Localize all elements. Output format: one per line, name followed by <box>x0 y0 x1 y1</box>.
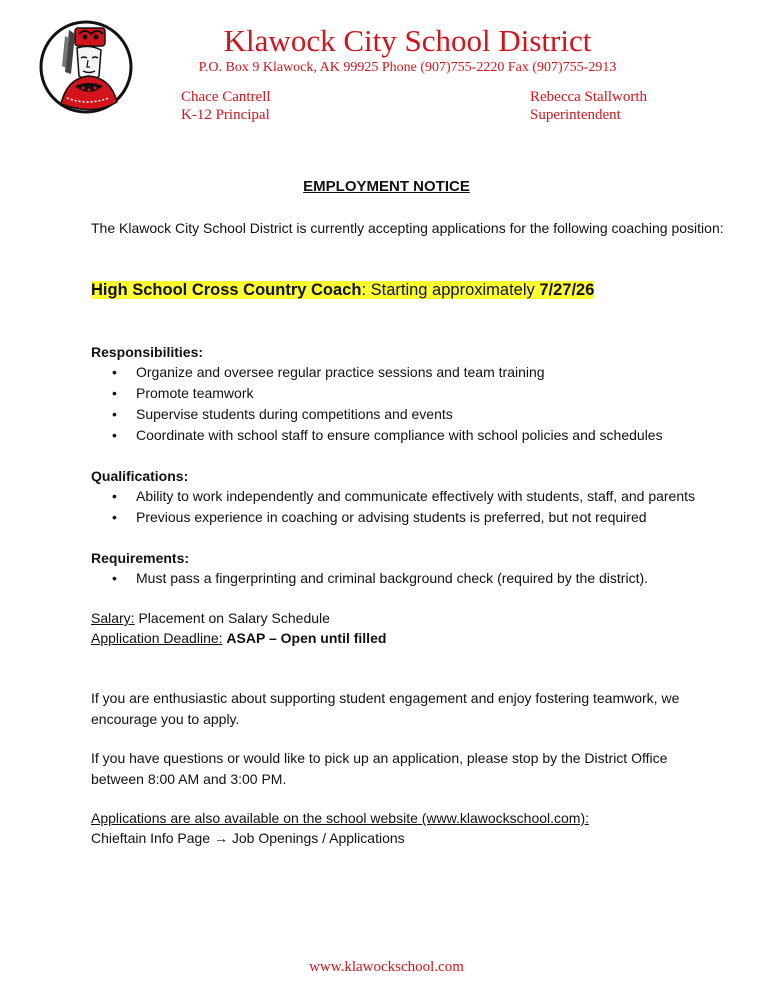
footer-website-link[interactable]: www.klawockschool.com <box>309 959 464 975</box>
bullet-icon: • <box>112 570 117 586</box>
list-item-text: Organize and oversee regular practice sessions and team training <box>136 364 545 380</box>
list-item-text: Must pass a fingerprinting and criminal background check (required by the district). <box>136 570 649 586</box>
qualifications-heading: Qualifications: <box>91 468 189 484</box>
principal-title: K-12 Principal <box>181 107 270 123</box>
deadline-line <box>91 628 386 649</box>
position-start-date: 7/27/26 <box>539 281 595 299</box>
deadline-label: Application Deadline: <box>91 630 223 646</box>
salary-line <box>91 608 330 629</box>
requirements-heading: Requirements: <box>91 550 190 566</box>
notice-title: EMPLOYMENT NOTICE <box>303 178 470 195</box>
list-item-text: Promote teamwork <box>136 385 254 401</box>
district-address: P.O. Box 9 Klawock, AK 99925 Phone (907)755-2220 Fax (907)755-2913 <box>198 60 617 75</box>
requirements-list <box>112 568 648 589</box>
closing-paragraph-2: If you have questions or would like to pick up an application, please stop by the District Office between 8:00 AM and 3:00 PM. <box>91 750 668 787</box>
responsibilities-list <box>112 362 663 446</box>
closing-paragraph-1: If you are enthusiastic about supporting student engagement and enjoy fostering teamwork, we encourage you to apply. <box>91 690 680 727</box>
bullet-icon: • <box>112 406 117 422</box>
salary-value: Placement on Salary Schedule <box>134 610 330 626</box>
list-item <box>112 425 663 446</box>
principal-name: Chace Cantrell <box>181 89 271 105</box>
list-item-text: Coordinate with school staff to ensure compliance with school policies and schedules <box>136 427 663 443</box>
responsibilities-heading: Responsibilities: <box>91 344 204 360</box>
list-item-text: Supervise students during competitions and events <box>136 406 453 422</box>
list-item <box>112 486 695 507</box>
superintendent-title: Superintendent <box>530 107 621 123</box>
district-logo <box>39 20 133 114</box>
bullet-icon: • <box>112 427 117 443</box>
principal-contact <box>181 88 271 124</box>
district-name: Klawock City School District <box>223 23 592 58</box>
website-path: Chieftain Info Page → Job Openings / Applications <box>91 830 405 846</box>
position-line <box>91 279 594 301</box>
bullet-icon: • <box>112 488 117 504</box>
position-start-label: : Starting approximately <box>361 281 540 299</box>
superintendent-contact <box>530 88 647 124</box>
list-item <box>112 383 663 404</box>
superintendent-name: Rebecca Stallworth <box>530 89 648 105</box>
bullet-icon: • <box>112 509 117 525</box>
list-item-text: Previous experience in coaching or advising students is preferred, but not required <box>136 509 647 525</box>
list-item <box>112 507 695 528</box>
bullet-icon: • <box>112 385 117 401</box>
position-name: High School Cross Country Coach <box>91 281 362 299</box>
deadline-value: ASAP – Open until filled <box>226 630 387 646</box>
salary-label: Salary: <box>91 610 135 626</box>
intro-text: The Klawock City School District is currently accepting applications for the following coaching position: <box>91 220 724 236</box>
list-item <box>112 404 663 425</box>
list-item-text: Ability to work independently and communicate effectively with students, staff, and parents <box>136 488 696 504</box>
list-item <box>112 362 663 383</box>
qualifications-list <box>112 486 695 528</box>
website-note: Applications are also available on the school website (www.klawockschool.com): <box>91 810 590 826</box>
list-item <box>112 568 648 589</box>
bullet-icon: • <box>112 364 117 380</box>
